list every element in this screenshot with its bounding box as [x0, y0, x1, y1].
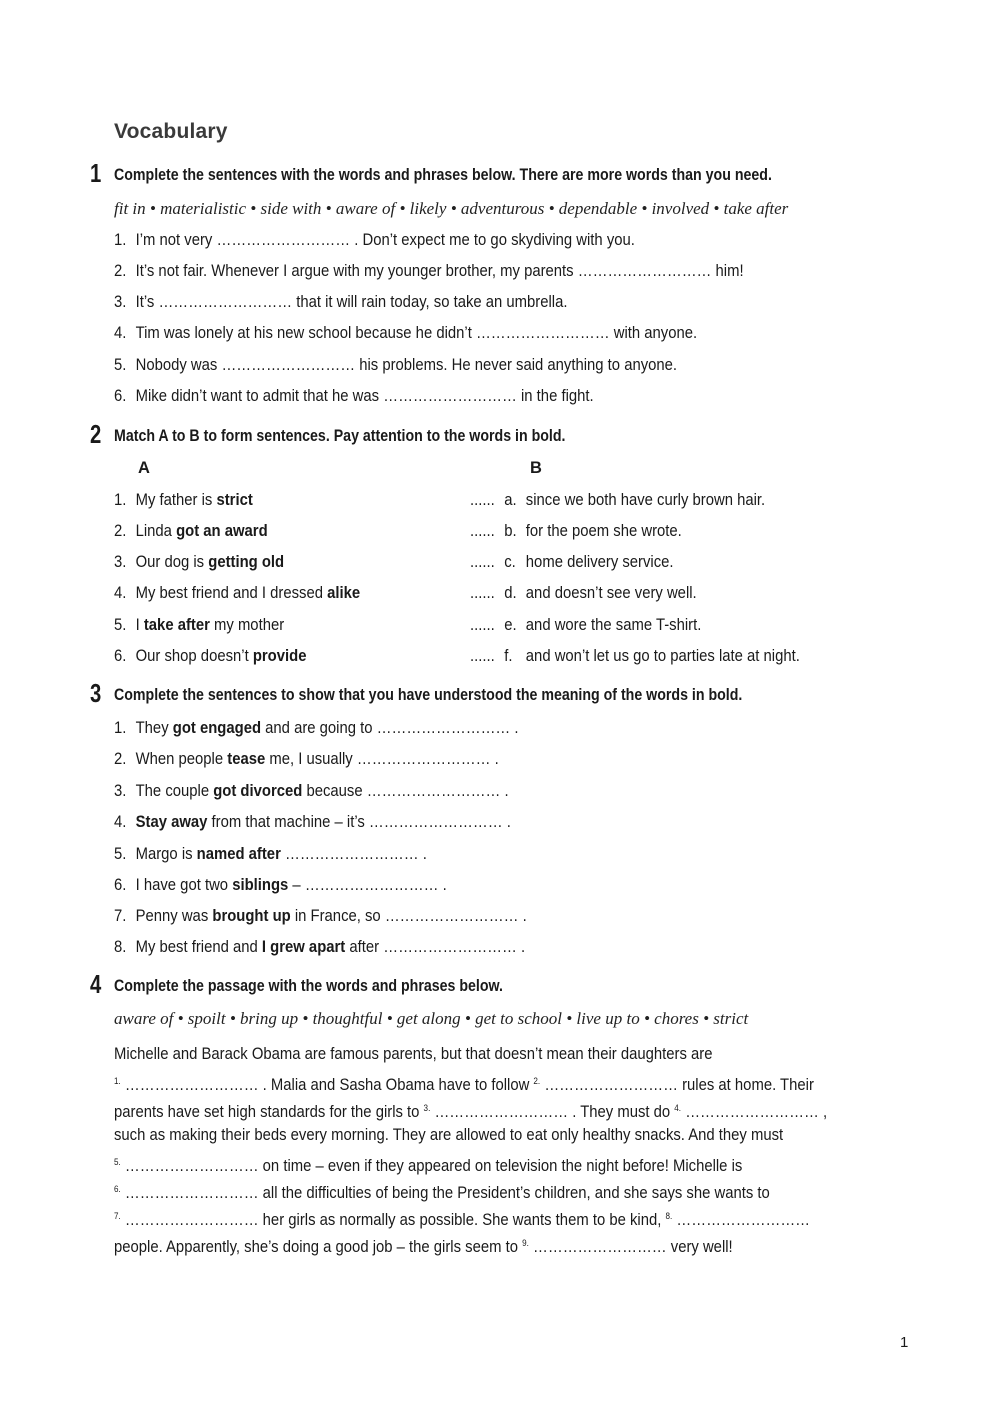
exercise-2-instruction: Match A to B to form sentences. Pay attention to the words in bold.	[114, 427, 566, 445]
passage-text: people. Apparently, she’s doing a good job – the girls seem to	[114, 1238, 523, 1256]
gap-number: 9.	[522, 1238, 529, 1248]
exercise-4-word-box: aware of • spoilt • bring up • thoughtful • get along • get to school • live up to • chores • strict	[114, 1009, 749, 1028]
item-number: 3.	[114, 782, 127, 800]
blank-line: ………………………	[284, 845, 419, 863]
passage-line	[114, 1205, 810, 1231]
blank-line: ………………………	[221, 356, 356, 374]
sentence-text: from that machine – it’s	[207, 813, 369, 831]
passage-line	[114, 1124, 783, 1146]
sentence-text: home delivery service.	[525, 553, 674, 571]
bold-phrase: siblings	[232, 876, 289, 894]
blank-line: ………………………	[158, 293, 293, 311]
item-number: 5.	[114, 616, 127, 634]
item-number: 2.	[114, 262, 127, 280]
answer-dots: ......	[470, 647, 495, 665]
match-item-b	[470, 614, 701, 636]
bold-phrase: got engaged	[172, 719, 262, 737]
sentence-text: his problems. He never said anything to anyone.	[355, 356, 678, 374]
exercise-1-instruction: Complete the sentences with the words and phrases below. There are more words than you need.	[114, 166, 772, 184]
item-number: 7.	[114, 907, 127, 925]
sentence-item	[114, 322, 697, 344]
gap-number: 7.	[114, 1211, 121, 1221]
item-number: 6.	[114, 876, 127, 894]
match-item-a	[114, 614, 284, 636]
bold-phrase: alike	[327, 584, 361, 602]
match-item-a	[114, 489, 253, 511]
sentence-text: Penny was	[135, 907, 213, 925]
passage-text: . Malia and Sasha Obama have to follow	[258, 1076, 534, 1094]
exercise-3-number: 3	[90, 678, 102, 708]
blank-line: ………………………	[383, 387, 517, 405]
sentence-text: Our dog is	[135, 553, 209, 571]
sentence-item	[114, 780, 509, 802]
exercise-4-number: 4	[90, 969, 102, 999]
sentence-text: My best friend and	[135, 938, 262, 956]
sentence-text: with anyone.	[609, 324, 698, 342]
answer-dots: ......	[470, 491, 495, 509]
blank-line: ………………………	[120, 1157, 259, 1175]
passage-text: parents have set high standards for the girls to	[114, 1103, 424, 1121]
sentence-text: Linda	[135, 522, 177, 540]
exercise-2-number: 2	[90, 419, 102, 449]
item-letter: a.	[504, 491, 517, 509]
sentence-text: . Don’t expect me to go skydiving with you.	[350, 231, 635, 249]
item-number: 8.	[114, 938, 127, 956]
sentence-item	[114, 385, 594, 407]
sentence-text: Our shop doesn’t	[135, 647, 253, 665]
sentence-text: .	[518, 907, 527, 925]
sentence-text: They	[135, 719, 173, 737]
sentence-text: and wore the same T-shirt.	[525, 616, 702, 634]
item-letter: c.	[504, 553, 516, 571]
sentence-text: Mike didn’t want to admit that he was	[135, 387, 384, 405]
sentence-text: for the poem she wrote.	[525, 522, 682, 540]
item-letter: d.	[504, 584, 517, 602]
blank-line: ………………………	[681, 1103, 819, 1121]
item-number: 4.	[114, 813, 127, 831]
sentence-text: I’m not very	[135, 231, 217, 249]
sentence-item	[114, 260, 744, 282]
passage-text: very well!	[666, 1238, 733, 1256]
sentence-text: because	[302, 782, 367, 800]
bold-phrase: provide	[252, 647, 307, 665]
blank-line: ………………………	[577, 262, 712, 280]
sentence-text: .	[418, 845, 427, 863]
sentence-text: him!	[711, 262, 744, 280]
gap-number: 4.	[674, 1103, 682, 1113]
blank-line: ………………………	[216, 231, 351, 249]
item-number: 4.	[114, 324, 127, 342]
item-number: 6.	[114, 647, 127, 665]
sentence-text: It’s not fair. Whenever I argue with my younger brother, my parents	[135, 262, 578, 280]
item-letter: e.	[504, 616, 517, 634]
blank-line: ………………………	[304, 876, 439, 894]
sentence-text: The couple	[135, 782, 214, 800]
blank-line: ………………………	[475, 324, 610, 342]
blank-line: ………………………	[528, 1238, 667, 1256]
bold-phrase: strict	[216, 491, 253, 509]
item-number: 1.	[114, 719, 127, 737]
sentence-text: My best friend and I dressed	[135, 584, 328, 602]
item-letter: f.	[504, 647, 513, 665]
sentence-text: Margo is	[135, 845, 197, 863]
sentence-text: me, I usually	[265, 750, 357, 768]
sentence-text: .	[500, 782, 509, 800]
item-number: 1.	[114, 231, 127, 249]
item-number: 6.	[114, 387, 127, 405]
item-number: 5.	[114, 356, 127, 374]
bold-phrase: tease	[227, 750, 266, 768]
sentence-text: I have got two	[135, 876, 233, 894]
answer-dots: ......	[470, 553, 495, 571]
answer-dots: ......	[470, 584, 495, 602]
sentence-text: When people	[135, 750, 228, 768]
exercise-4-instruction: Complete the passage with the words and phrases below.	[114, 977, 504, 995]
sentence-text: It’s	[135, 293, 159, 311]
sentence-text: since we both have curly brown hair.	[525, 491, 766, 509]
sentence-item	[114, 843, 427, 865]
bold-phrase: take after	[143, 616, 210, 634]
exercise-1-number: 1	[90, 158, 102, 188]
item-number: 2.	[114, 522, 127, 540]
blank-line: ………………………	[120, 1211, 259, 1229]
item-number: 2.	[114, 750, 127, 768]
gap-number: 8.	[665, 1211, 673, 1221]
match-item-b	[470, 645, 800, 667]
sentence-item	[114, 717, 519, 739]
item-number: 4.	[114, 584, 127, 602]
blank-line: ………………………	[356, 750, 491, 768]
passage-text: such as making their beds every morning. They are allowed to eat only healthy snacks. And they must	[114, 1126, 784, 1144]
blank-line: ………………………	[384, 907, 519, 925]
match-item-a	[114, 551, 284, 573]
sentence-text: and won’t let us go to parties late at night.	[525, 647, 800, 665]
blank-line: ………………………	[430, 1103, 569, 1121]
gap-number: 1.	[114, 1076, 121, 1086]
passage-line	[114, 1070, 814, 1096]
bold-phrase: brought up	[212, 907, 291, 925]
match-item-a	[114, 582, 360, 604]
item-number: 3.	[114, 293, 127, 311]
sentence-item	[114, 291, 568, 313]
sentence-text: .	[490, 750, 499, 768]
gap-number: 2.	[533, 1076, 541, 1086]
gap-number: 6.	[114, 1184, 121, 1194]
passage-text: . They must do	[568, 1103, 675, 1121]
match-item-b	[470, 489, 765, 511]
sentence-text: Tim was lonely at his new school because he didn’t	[135, 324, 476, 342]
passage-text: her girls as normally as possible. She wants them to be kind,	[258, 1211, 666, 1229]
sentence-text: my mother	[209, 616, 285, 634]
match-item-b	[470, 551, 674, 573]
gap-number: 3.	[423, 1103, 431, 1113]
match-item-b	[470, 520, 682, 542]
passage-line	[114, 1151, 742, 1177]
column-a-heading: A	[138, 459, 150, 477]
sentence-text: .	[438, 876, 447, 894]
item-number: 3.	[114, 553, 127, 571]
passage-line	[114, 1043, 712, 1065]
exercise-3-instruction: Complete the sentences to show that you have understood the meaning of the words in bold.	[114, 686, 743, 704]
sentence-text: in the fight.	[516, 387, 594, 405]
bold-phrase: got an award	[176, 522, 268, 540]
sentence-item	[114, 874, 447, 896]
passage-text: all the difficulties of being the President’s children, and she says she wants to	[258, 1184, 770, 1202]
sentence-text: .	[516, 938, 526, 956]
blank-line: ………………………	[540, 1076, 678, 1094]
sentence-text: My father is	[135, 491, 217, 509]
sentence-text: .	[510, 719, 519, 737]
passage-text: on time – even if they appeared on television the night before! Michelle is	[258, 1157, 743, 1175]
exercise-1-word-box: fit in • materialistic • side with • aware of • likely • adventurous • dependable • involved • take after	[114, 199, 789, 218]
sentence-item	[114, 811, 511, 833]
match-item-a	[114, 520, 268, 542]
match-item-b	[470, 582, 697, 604]
blank-line: ………………………	[672, 1211, 811, 1229]
passage-text: Michelle and Barack Obama are famous parents, but that doesn’t mean their daughters are	[114, 1045, 713, 1063]
sentence-text: that it will rain today, so take an umbrella.	[292, 293, 568, 311]
section-title: Vocabulary	[114, 120, 228, 143]
answer-dots: ......	[470, 522, 495, 540]
passage-text: ,	[818, 1103, 828, 1121]
sentence-text: .	[502, 813, 511, 831]
blank-line: ………………………	[120, 1076, 259, 1094]
passage-text: rules at home. Their	[677, 1076, 814, 1094]
blank-line: ………………………	[368, 813, 503, 831]
bold-phrase: Stay away	[135, 813, 208, 831]
answer-dots: ......	[470, 616, 495, 634]
sentence-text: in France, so	[290, 907, 385, 925]
match-item-a	[114, 645, 306, 667]
bold-phrase: I grew apart	[261, 938, 346, 956]
sentence-text: after	[345, 938, 384, 956]
bold-phrase: named after	[196, 845, 281, 863]
item-letter: b.	[504, 522, 517, 540]
blank-line: ………………………	[376, 719, 511, 737]
sentence-text: Nobody was	[135, 356, 222, 374]
gap-number: 5.	[114, 1157, 121, 1167]
item-number: 1.	[114, 491, 127, 509]
sentence-text: I	[135, 616, 144, 634]
blank-line: ………………………	[366, 782, 501, 800]
sentence-item	[114, 354, 677, 376]
passage-line	[114, 1232, 733, 1258]
sentence-item	[114, 748, 499, 770]
column-b-heading: B	[530, 459, 542, 477]
sentence-text: –	[288, 876, 305, 894]
page-number: 1	[900, 1334, 909, 1351]
item-number: 5.	[114, 845, 127, 863]
sentence-item	[114, 905, 527, 927]
blank-line: ………………………	[383, 938, 517, 956]
bold-phrase: getting old	[208, 553, 285, 571]
sentence-text: and are going to	[261, 719, 377, 737]
passage-line	[114, 1097, 827, 1123]
sentence-item	[114, 936, 525, 958]
bold-phrase: got divorced	[213, 782, 303, 800]
blank-line: ………………………	[120, 1184, 259, 1202]
passage-line	[114, 1178, 770, 1204]
sentence-item	[114, 229, 635, 251]
sentence-text: and doesn’t see very well.	[525, 584, 697, 602]
